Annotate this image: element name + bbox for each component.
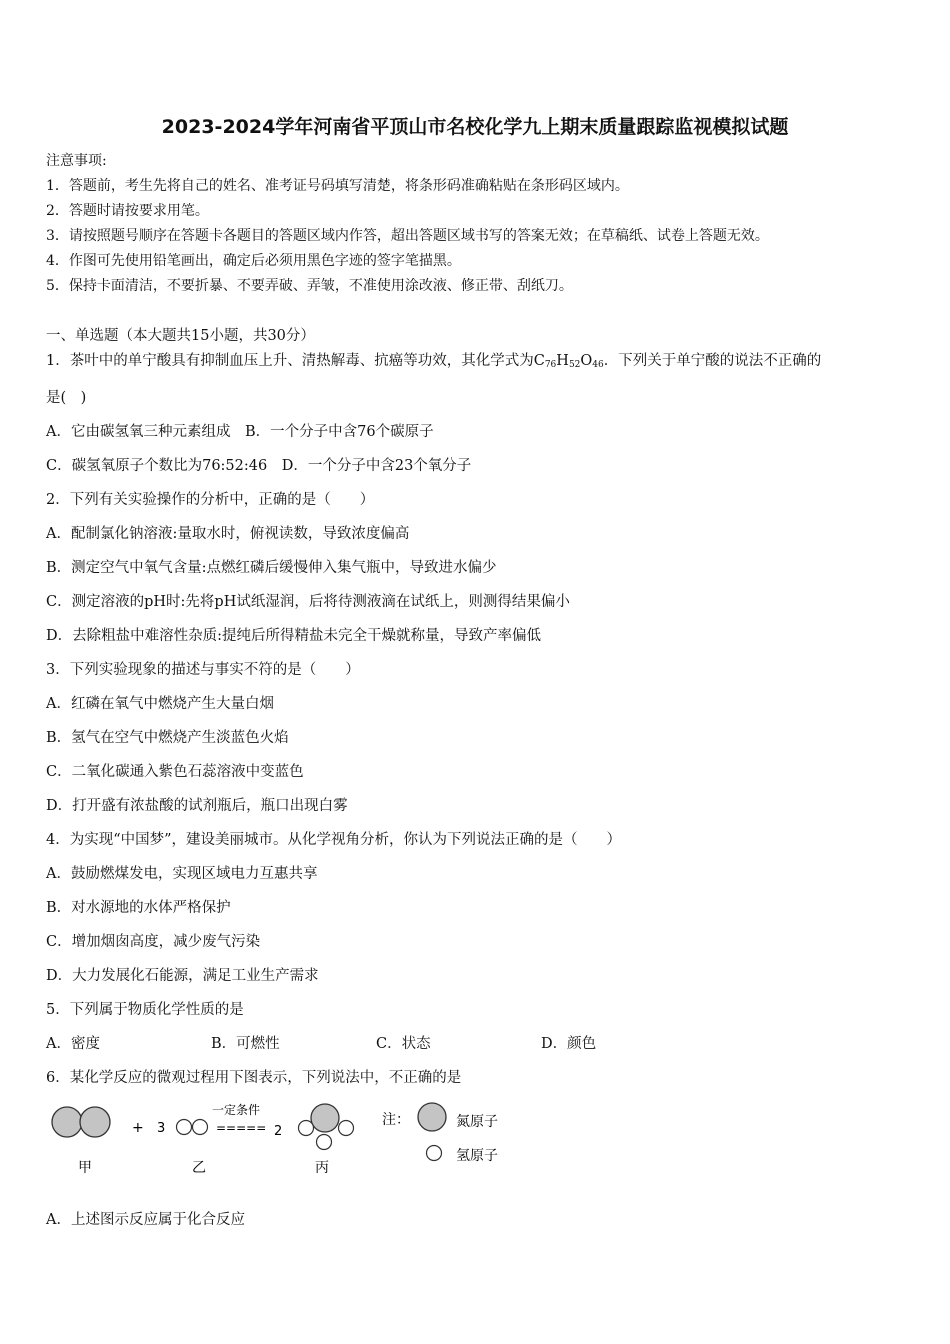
notes-heading: 注意事项: (46, 153, 107, 169)
question-5-option: A．密度 (46, 1036, 100, 1052)
question-2-option: D．去除粗盐中难溶性杂质:提纯后所得精盐未完全干燥就称量，导致产率偏低 (46, 628, 542, 644)
label-bing: 丙 (315, 1160, 329, 1176)
question-4-option: A．鼓励燃煤发电，实现区域电力互惠共享 (46, 866, 318, 882)
question-5-option: C．状态 (376, 1036, 431, 1052)
nitrogen-atom (52, 1107, 82, 1137)
question-3-option: A．红磷在氧气中燃烧产生大量白烟 (46, 696, 274, 712)
question-5-option: D．颜色 (541, 1036, 597, 1052)
question-6-stem: 6．某化学反应的微观过程用下图表示，下列说法中，不正确的是 (46, 1070, 462, 1086)
legend-hydrogen-label: 氢原子 (456, 1148, 498, 1164)
question-3-stem: 3．下列实验现象的描述与事实不符的是（ ） (46, 662, 360, 678)
hydrogen-atom (193, 1120, 208, 1135)
plus-sign: + (132, 1120, 144, 1136)
q1-subscript: 52 (568, 360, 581, 370)
question-4-option: B．对水源地的水体严格保护 (46, 900, 231, 916)
legend-nitrogen-atom (418, 1103, 446, 1131)
question-1-options-ab: A．它由碳氢氧三种元素组成 B．一个分子中含76个碳原子 (46, 424, 434, 440)
note-item: 2．答题时请按要求用笔。 (46, 203, 209, 219)
nitrogen-atom (311, 1104, 339, 1132)
q1-stem-part: O (580, 353, 593, 369)
question-3-option: B．氢气在空气中燃烧产生淡蓝色火焰 (46, 730, 289, 746)
hydrogen-atom (299, 1121, 314, 1136)
legend-hydrogen-atom (427, 1146, 442, 1161)
note-item: 3．请按照题号顺序在答题卡各题目的答题区域内作答，超出答题区域书写的答案无效；在草稿纸、试卷上答题无效。 (46, 228, 769, 244)
nitrogen-atom (80, 1107, 110, 1137)
note-item: 4．作图可先使用铅笔画出，确定后必须用黑色字迹的签字笔描黑。 (46, 253, 461, 269)
reaction-diagram (40, 1098, 540, 1182)
question-4-option: D．大力发展化石能源，满足工业生产需求 (46, 968, 319, 984)
question-5-options (46, 1035, 661, 1053)
q1-stem-part: H (556, 353, 569, 369)
question-2-stem: 2．下列有关实验操作的分析中，正确的是（ ） (46, 492, 375, 508)
hydrogen-atom (339, 1121, 354, 1136)
hydrogen-atom (177, 1120, 192, 1135)
question-2-option: C．测定溶液的pH时:先将pH试纸湿润，后将待测液滴在试纸上，则测得结果偏小 (46, 594, 570, 610)
legend-note: 注： (382, 1112, 410, 1128)
label-jia: 甲 (78, 1160, 92, 1176)
section-heading: 一、单选题（本大题共15小题，共30分） (46, 328, 315, 344)
page-title: 2023-2024学年河南省平顶山市名校化学九上期末质量跟踪监视模拟试题 (161, 116, 789, 138)
hydrogen-atom (317, 1135, 332, 1150)
question-3-option: C．二氧化碳通入紫色石蕊溶液中变蓝色 (46, 764, 304, 780)
question-1-options-cd: C．碳氢氧原子个数比为76:52:46 D．一个分子中含23个氧分子 (46, 458, 472, 474)
question-6-option: A．上述图示反应属于化合反应 (46, 1212, 245, 1228)
q1-stem-part: ．下列关于单宁酸的说法不正确的 (603, 353, 822, 369)
question-3-option: D．打开盛有浓盐酸的试剂瓶后，瓶口出现白雾 (46, 798, 348, 814)
question-1-stem (46, 352, 821, 374)
question-4-option: C．增加烟囱高度，减少废气污染 (46, 934, 261, 950)
q1-subscript: 46 (592, 360, 604, 370)
q1-stem-part: 1．茶叶中的单宁酸具有抑制血压上升、清热解毒、抗癌等功效，其化学式为C (46, 353, 545, 369)
reaction-equals: ===== (216, 1121, 267, 1135)
question-2-option: B．测定空气中氧气含量:点燃红磷后缓慢伸入集气瓶中，导致进水偏少 (46, 560, 497, 576)
question-1-stem-cont: 是( ) (46, 390, 87, 406)
coefficient-c: 2 (274, 1124, 283, 1139)
note-item: 1．答题前，考生先将自己的姓名、准考证号码填写清楚，将条形码准确粘贴在条形码区域内。 (46, 178, 629, 194)
legend-nitrogen-label: 氮原子 (456, 1114, 498, 1130)
question-2-option: A．配制氯化钠溶液:量取水时，俯视读数，导致浓度偏高 (46, 526, 410, 542)
question-5-option: B．可燃性 (211, 1036, 280, 1052)
q1-subscript: 76 (544, 360, 557, 370)
coefficient-b: 3 (157, 1121, 166, 1136)
label-yi: 乙 (192, 1160, 206, 1176)
reaction-condition: 一定条件 (212, 1103, 261, 1117)
question-4-stem: 4．为实现“中国梦”，建设美丽城市。从化学视角分析，你认为下列说法正确的是（ ） (46, 832, 622, 848)
question-5-stem: 5．下列属于物质化学性质的是 (46, 1002, 244, 1018)
note-item: 5．保持卡面清洁，不要折暴、不要弄破、弄皱，不准使用涂改液、修正带、刮纸刀。 (46, 278, 573, 294)
